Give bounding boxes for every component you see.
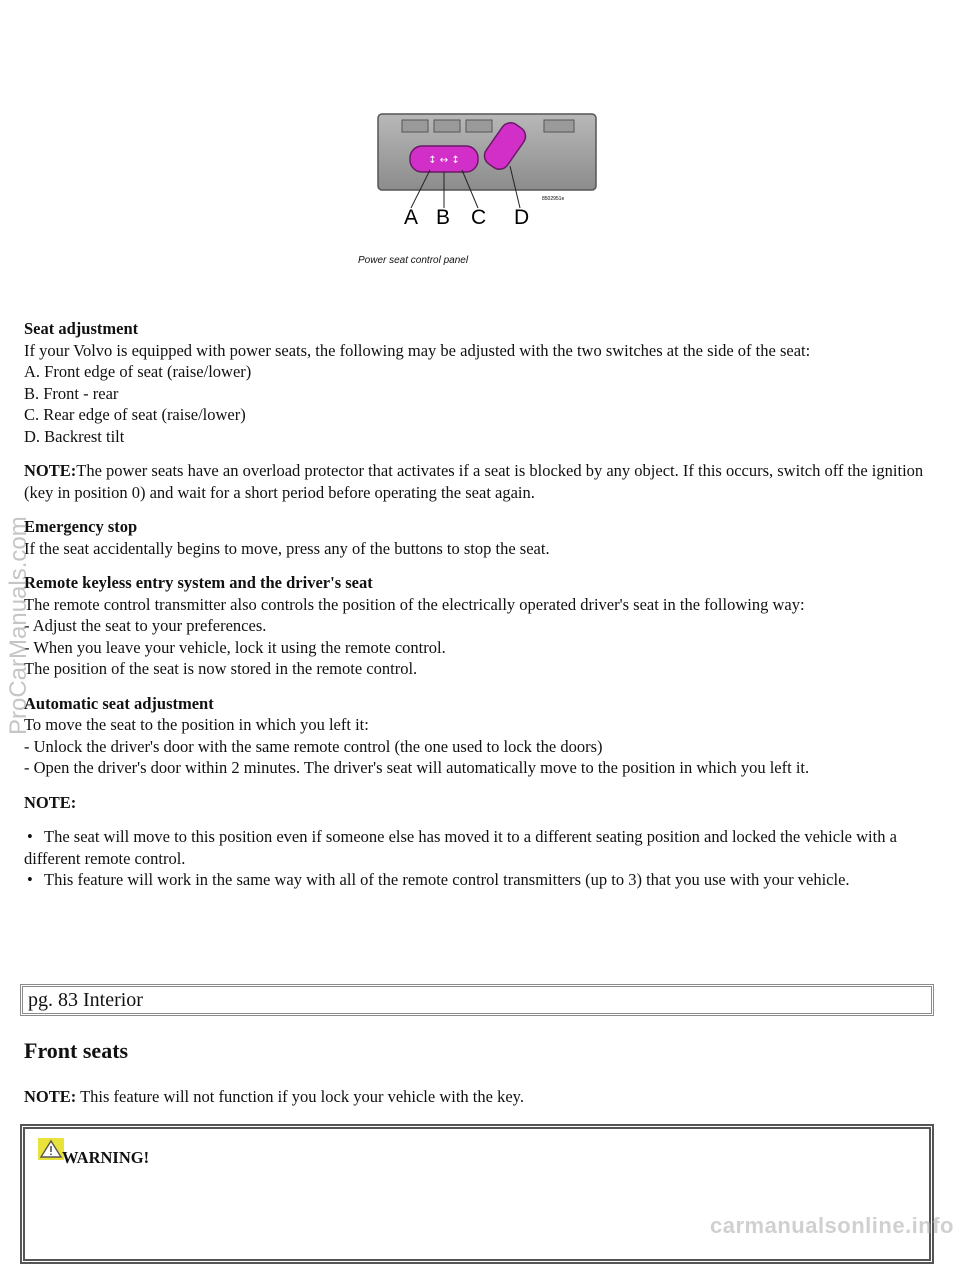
automatic-line: - Open the driver's door within 2 minutes. The driver's seat will automatically move to the position in which you left it. <box>24 758 810 777</box>
warning-icon <box>38 1138 64 1160</box>
remote-line: The position of the seat is now stored in the remote control. <box>24 659 418 678</box>
part-number: 8502951e <box>542 196 565 202</box>
seat-adjustment-heading: Seat adjustment <box>24 319 139 338</box>
watermark-left <box>0 480 36 740</box>
adjust-item-d: D. Backrest tilt <box>24 426 125 446</box>
page-number-box: pg. 83 Interior <box>20 984 934 1016</box>
figure-caption: Power seat control panel <box>358 255 469 266</box>
note-bullet-list <box>24 826 936 891</box>
adjust-item-c: C. Rear edge of seat (raise/lower) <box>24 405 246 424</box>
svg-text:↕ ↔ ↕: ↕ ↔ ↕ <box>428 155 460 166</box>
warning-box <box>20 1124 934 1264</box>
memory-store-button <box>544 120 574 132</box>
callout-c: C <box>471 206 487 229</box>
main-content <box>24 318 936 891</box>
svg-text:ProCarManuals.com: ProCarManuals.com <box>5 516 32 735</box>
memory-button-1 <box>402 120 428 132</box>
memory-button-3 <box>466 120 492 132</box>
automatic-line: To move the seat to the position in which you left it: <box>24 715 369 734</box>
overload-note: NOTE:The power seats have an overload protector that activates if a seat is blocked by any object. If this occurs, switch off the ignition (key in position 0) and wait for a short period before operating the seat again. <box>24 461 924 502</box>
callout-a: A <box>404 206 419 229</box>
automatic-heading: Automatic seat adjustment <box>24 693 214 713</box>
adjust-item-a: A. Front edge of seat (raise/lower) <box>24 362 252 381</box>
remote-line: - When you leave your vehicle, lock it using the remote control. <box>24 637 446 657</box>
callout-b: B <box>436 206 451 229</box>
list-item: • The seat will move to this position even if someone else has moved it to a different seating position and locked the vehicle with a different remote control. <box>24 826 936 869</box>
list-item: • This feature will work in the same way with all of the remote control transmitters (up to 3) that you use with your vehicle. <box>24 869 936 891</box>
seat-control-panel-figure <box>370 108 600 278</box>
note-label: NOTE: <box>24 461 77 480</box>
automatic-line: - Unlock the driver's door with the same remote control (the one used to lock the doors) <box>24 736 603 756</box>
remote-heading: Remote keyless entry system and the driver's seat <box>24 573 373 592</box>
adjust-item-b: B. Front - rear <box>24 383 119 403</box>
emergency-text: If the seat accidentally begins to move, press any of the buttons to stop the seat. <box>24 538 550 558</box>
callout-d: D <box>514 206 530 229</box>
key-lock-note: NOTE: This feature will not function if you lock your vehicle with the key. <box>24 1087 524 1106</box>
section-title: Front seats <box>24 1038 129 1063</box>
watermark-bottom: carmanualsonline.info <box>710 1213 954 1238</box>
note-heading: NOTE: <box>24 792 77 812</box>
warning-label: WARNING! <box>62 1148 150 1167</box>
remote-line: - Adjust the seat to your preferences. <box>24 616 267 635</box>
remote-line: The remote control transmitter also controls the position of the electrically operated driver's seat in the following way: <box>24 594 805 614</box>
memory-button-2 <box>434 120 460 132</box>
seat-adjustment-intro: If your Volvo is equipped with power seats, the following may be adjusted with the two switches at the side of the seat: <box>24 340 811 360</box>
emergency-heading: Emergency stop <box>24 517 138 536</box>
